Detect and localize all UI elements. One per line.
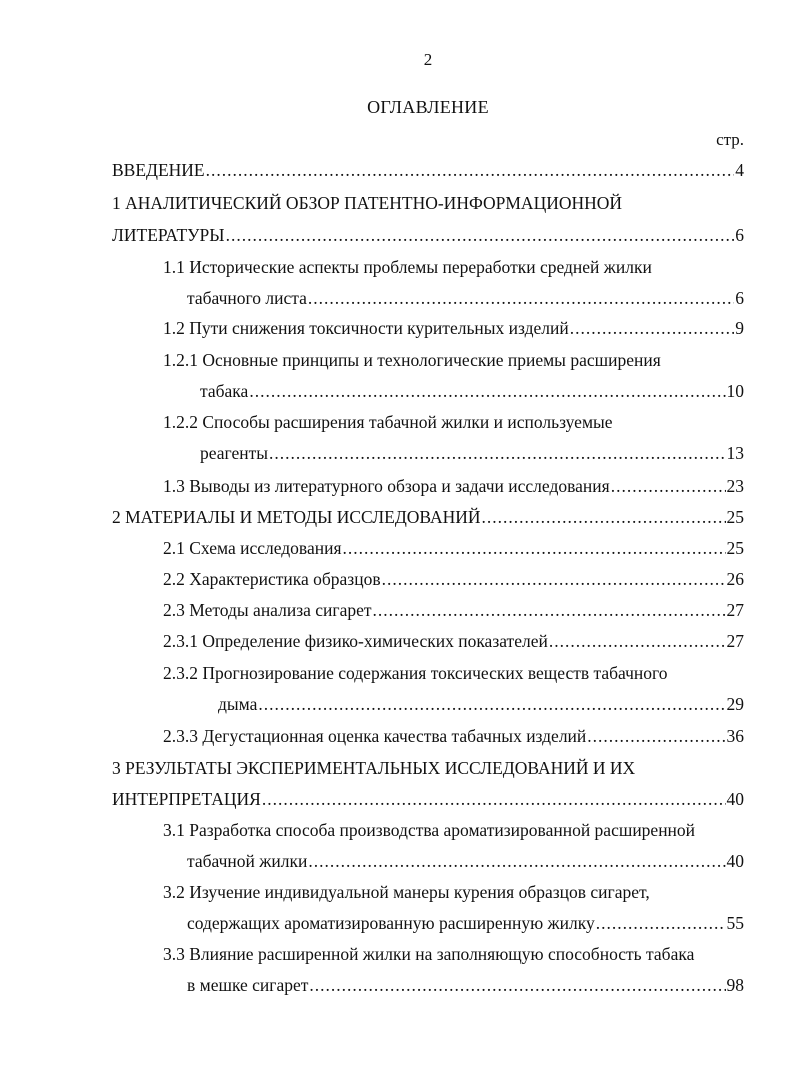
toc-entry [187, 286, 744, 310]
toc-entry [200, 441, 744, 465]
toc-entry [112, 158, 744, 182]
toc-entry-page: 40 [726, 851, 744, 871]
toc-leader [226, 223, 735, 247]
page-number: 2 [423, 50, 433, 69]
toc-entry-page: 25 [726, 538, 744, 558]
toc-heading-line: 1.2.2 Способы расширения табачной жилки и используемые [163, 412, 613, 432]
toc-heading-line: 3.1 Разработка способа производства ароматизированной расширенной [163, 820, 696, 840]
toc-entry [163, 598, 744, 622]
toc-entry-title: 2.2 Характеристика образцов [163, 569, 381, 589]
toc-entry [187, 849, 744, 873]
toc-entry [163, 316, 744, 340]
toc-leader [549, 629, 726, 653]
toc-entry-title: 2.3.3 Дегустационная оценка качества табачных изделий [163, 726, 587, 746]
toc-heading-line: 2.3.2 Прогнозирование содержания токсических веществ табачного [163, 663, 668, 683]
toc-entry-page: 29 [726, 694, 744, 714]
toc-entry-page: 13 [726, 443, 744, 463]
toc-leader [343, 536, 726, 560]
toc-entry-title: 1.2 Пути снижения токсичности курительных изделий [163, 318, 569, 338]
toc-entry-title: в мешке сигарет [187, 975, 309, 995]
toc-leader [596, 911, 726, 935]
toc-entry-title: реагенты [200, 443, 268, 463]
toc-heading-line: 1.1 Исторические аспекты проблемы переработки средней жилки [163, 257, 652, 277]
toc-entry-page: 27 [726, 631, 744, 651]
toc-entry-page: 40 [726, 789, 744, 809]
toc-leader [611, 474, 726, 498]
toc-entry-title: табачной жилки [187, 851, 308, 871]
toc-leader [262, 787, 726, 811]
toc-leader [258, 692, 725, 716]
toc-heading-line: 3 РЕЗУЛЬТАТЫ ЭКСПЕРИМЕНТАЛЬНЫХ ИССЛЕДОВАНИЙ И ИХ [112, 758, 636, 778]
toc-entry-page: 10 [726, 381, 744, 401]
toc-entry [163, 536, 744, 560]
toc-heading-line: 3.2 Изучение индивидуальной манеры курения образцов сигарет, [163, 882, 650, 902]
toc-entry-page: 6 [735, 288, 744, 308]
toc-entry-page: 4 [735, 160, 744, 180]
toc-entry-title: ВВЕДЕНИЕ [112, 160, 205, 180]
toc-leader [308, 286, 734, 310]
page-title: ОГЛАВЛЕНИЕ [367, 97, 489, 117]
toc-entry-title: 2.3 Методы анализа сигарет [163, 600, 372, 620]
toc-entry-title: 2.3.1 Определение физико-химических показателей [163, 631, 548, 651]
toc-leader [269, 441, 726, 465]
toc-entry [187, 911, 744, 935]
toc-entry-title: содержащих ароматизированную расширенную жилку [187, 913, 595, 933]
toc-entry-title: 1.3 Выводы из литературного обзора и задачи исследования [163, 476, 610, 496]
toc-leader [382, 567, 726, 591]
toc-entry-page: 6 [735, 225, 744, 245]
toc-entry-page: 36 [726, 726, 744, 746]
toc-heading-line: 3.3 Влияние расширенной жилки на заполняющую способность табака [163, 944, 695, 964]
toc-heading-line: 1.2.1 Основные принципы и технологические приемы расширения [163, 350, 661, 370]
toc-leader [309, 973, 725, 997]
toc-entry [112, 787, 744, 811]
toc-leader [587, 724, 725, 748]
toc-entry [112, 223, 744, 247]
toc-leader [482, 505, 726, 529]
toc-entry [163, 474, 744, 498]
toc-entry-page: 98 [726, 975, 744, 995]
toc-entry [112, 505, 744, 529]
toc-entry [218, 692, 744, 716]
toc-heading-line: 1 АНАЛИТИЧЕСКИЙ ОБЗОР ПАТЕНТНО-ИНФОРМАЦИОННОЙ [112, 193, 623, 213]
toc-entry [163, 724, 744, 748]
toc-entry-page: 27 [726, 600, 744, 620]
toc-entry-page: 25 [726, 507, 744, 527]
toc-leader [206, 158, 735, 182]
toc-entry [163, 629, 744, 653]
toc-entry-page: 23 [726, 476, 744, 496]
toc-entry-title: табачного листа [187, 288, 307, 308]
toc-entry [163, 567, 744, 591]
toc-entry [187, 973, 744, 997]
toc-leader [249, 379, 725, 403]
toc-entry-page: 26 [726, 569, 744, 589]
toc-entry-title: табака [200, 381, 249, 401]
toc-entry-title: ЛИТЕРАТУРЫ [112, 225, 225, 245]
toc-leader [373, 598, 726, 622]
page-column-label: стр. [716, 130, 744, 149]
toc-entry-title: дыма [218, 694, 258, 714]
toc-entry-page: 55 [726, 913, 744, 933]
toc-entry-title: 2.1 Схема исследования [163, 538, 342, 558]
toc-entry-page: 9 [735, 318, 744, 338]
toc-leader [570, 316, 734, 340]
toc-entry-title: 2 МАТЕРИАЛЫ И МЕТОДЫ ИССЛЕДОВАНИЙ [112, 507, 481, 527]
toc-entry [200, 379, 744, 403]
toc-entry-title: ИНТЕРПРЕТАЦИЯ [112, 789, 261, 809]
toc-leader [308, 849, 725, 873]
